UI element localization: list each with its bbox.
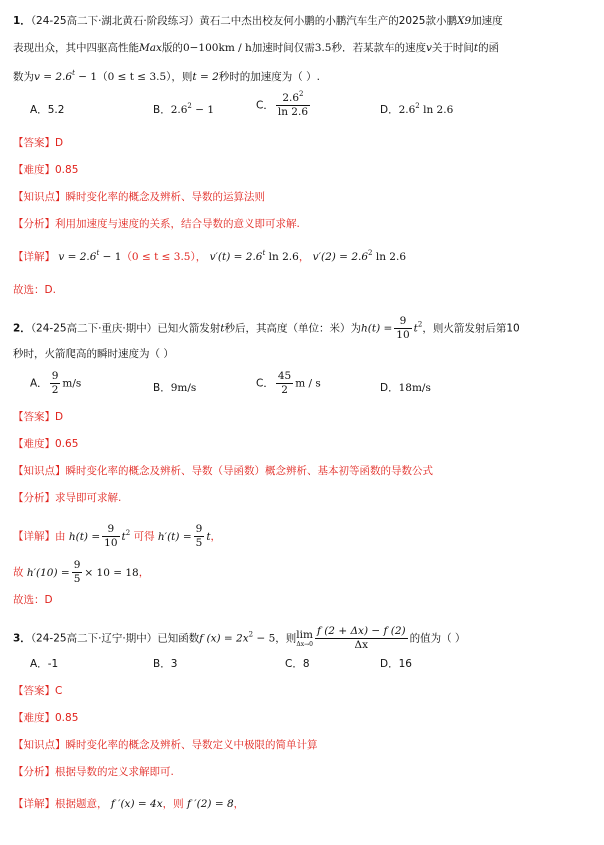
q1-number: 1． [13, 15, 31, 27]
option-value: 2.6 [398, 104, 416, 116]
option-value: 8 [302, 658, 310, 670]
detail-math [210, 251, 299, 263]
fraction-numerator: 9 [73, 559, 81, 571]
q1-max: Max [139, 42, 162, 54]
knowledge-tag: 【知识点】 [13, 465, 66, 477]
q3-option-c[interactable] [285, 657, 310, 671]
fraction-numerator: 45 [277, 370, 292, 382]
math-exp: 2 [125, 528, 131, 537]
q2-knowledge [13, 464, 433, 478]
option-value: 18m/s [398, 382, 431, 394]
q3-fraction [315, 625, 408, 652]
q2-h: h(t) = [360, 322, 393, 335]
fraction-numerator: 9 [394, 315, 411, 329]
q1-function-exp: t [72, 69, 75, 77]
option-label: A． [30, 377, 48, 390]
detail-text: ， [298, 251, 310, 263]
q1-tval: t = 2 [192, 71, 219, 83]
q1-detail [13, 250, 406, 264]
fraction-numerator: f (2 + Δx) − f (2) [316, 625, 406, 637]
q2-stem-line-2: 秒时，火箭爬高的瞬时速度为（ ） [13, 348, 174, 360]
q2-text: 已知火箭发射 [157, 322, 221, 335]
q2-option-b[interactable] [153, 381, 196, 395]
option-exp: 2 [415, 102, 420, 110]
math-exp: 2 [368, 249, 373, 257]
option-value: 3 [170, 658, 178, 670]
analysis-value: 求导即可求解. [55, 492, 122, 504]
option-unit: m / s [295, 377, 321, 390]
fraction-denominator: 10 [104, 537, 118, 549]
option-exp: 2 [187, 102, 192, 110]
q1-stem-line-3 [13, 70, 320, 84]
detail-text: ， [138, 566, 150, 579]
detail-text: ， [233, 798, 245, 810]
option-label: A． [30, 104, 48, 116]
difficulty-value: 0.85 [55, 164, 79, 176]
answer-tag: 【答案】 [13, 137, 55, 149]
fraction-denominator: Δx [354, 639, 369, 651]
q3-option-d[interactable] [380, 657, 412, 671]
answer-tag: 【答案】 [13, 685, 55, 697]
q2-t: t [413, 322, 418, 335]
q1-source: （24-25高二下·湖北黄石·阶段练习） [30, 15, 200, 27]
q3-difficulty [13, 711, 78, 725]
option-label: C． [285, 658, 303, 670]
q1-domain: （0 ≤ t ≤ 3.5） [97, 71, 172, 83]
q1-text: 版的 [161, 42, 183, 54]
q1-option-d[interactable] [380, 103, 453, 117]
q1-text: ，则 [171, 71, 193, 83]
q1-text: 黄石二中杰出校友何小鹏的小鹏汽车生产的 [199, 15, 399, 27]
option-value: -1 [47, 658, 59, 670]
option-value: 2.6 [170, 104, 188, 116]
q1-difficulty [13, 163, 78, 177]
q1-text: 的函 [478, 42, 500, 54]
q1-year: 2025 [398, 15, 426, 27]
q1-analysis [13, 217, 300, 231]
knowledge-tag: 【知识点】 [13, 739, 66, 751]
option-label: D． [380, 658, 399, 670]
math: h′(t) = [157, 530, 192, 543]
difficulty-tag: 【难度】 [13, 164, 55, 176]
q1-text: 表现出众，其中四驱高性能 [13, 42, 139, 54]
option-value: 9m/s [170, 382, 197, 394]
detail-math [313, 251, 406, 263]
math: ln 2.6 [265, 251, 299, 263]
option-label: C． [256, 377, 274, 390]
q1-answer [13, 136, 63, 150]
math: v = 2.6 [58, 251, 97, 263]
detail-text: 可得 [133, 530, 155, 543]
option-value: 5.2 [47, 104, 65, 116]
q1-range: 0−100km / h [182, 42, 252, 54]
option-label: B． [153, 658, 171, 670]
detail-text: 由 [55, 530, 66, 543]
math: t [121, 530, 126, 543]
q1-knowledge [13, 190, 265, 204]
q2-choose: 故选：D [13, 594, 53, 606]
q1-text: 加速度 [471, 15, 503, 27]
q1-option-c[interactable] [256, 92, 312, 119]
detail-text: ， [210, 530, 222, 543]
option-tail: ln 2.6 [419, 104, 454, 116]
q2-text: ，则火箭发射后第 [422, 322, 507, 335]
math-exp: t [262, 249, 266, 257]
math: t [206, 530, 211, 543]
detail-text: 故 [13, 566, 24, 579]
q1-option-a[interactable] [30, 103, 64, 117]
analysis-tag: 【分析】 [13, 766, 55, 778]
math: v′(t) = 2.6 [209, 251, 263, 263]
option-label: B． [153, 382, 171, 394]
detail-math [68, 523, 131, 549]
q2-number: 2． [13, 322, 31, 335]
detail-math: f ′(2) = 8 [187, 798, 234, 810]
q1-text: 秒时的加速度为（ ）. [218, 71, 320, 83]
difficulty-value: 0.65 [55, 438, 79, 450]
math-fraction [102, 523, 119, 550]
q1-text: 秒．若某款车的速度 [331, 42, 426, 54]
option-label: C． [256, 99, 274, 112]
answer-tag: 【答案】 [13, 411, 55, 423]
knowledge-value: 瞬时变化率的概念及辨析、导数的运算法则 [65, 191, 265, 203]
difficulty-tag: 【难度】 [13, 438, 55, 450]
q2-difficulty [13, 437, 78, 451]
analysis-tag: 【分析】 [13, 218, 55, 230]
q1-model: X9 [456, 15, 472, 27]
q2-option-c[interactable] [256, 370, 321, 397]
detail-tag: 【详解】 [13, 530, 55, 543]
option-unit: m/s [62, 377, 82, 390]
option-tail: − 1 [191, 104, 215, 116]
math-fraction [194, 523, 205, 550]
knowledge-value: 瞬时变化率的概念及辨析、导数定义中极限的简单计算 [65, 739, 318, 751]
q1-text: 关于时间 [431, 42, 474, 54]
q1-function: v = 2.6 [34, 71, 73, 83]
option-fraction [276, 92, 310, 119]
q2-ten: 10 [506, 322, 520, 335]
q1-stem-line-2 [13, 41, 499, 55]
q3-function: f (x) = 2x [199, 632, 249, 645]
detail-tag: 【详解】 [13, 798, 55, 810]
q2-option-d[interactable] [380, 381, 431, 395]
fraction-denominator: 5 [73, 573, 81, 585]
math-exp: t [96, 249, 100, 257]
q1-text: 款小鹏 [425, 15, 457, 27]
q2-option-a[interactable] [30, 370, 81, 397]
q3-text: ，则 [275, 632, 297, 645]
answer-value: D [55, 411, 64, 423]
answer-value: D [55, 137, 64, 149]
fraction-denominator: 10 [396, 329, 410, 341]
fraction-numerator: 9 [51, 370, 59, 382]
q3-number: 3． [13, 632, 31, 645]
q2-fraction [394, 315, 411, 342]
q2-detail-line-2 [13, 559, 149, 586]
q3-source: （24-25高二下·辽宁·期中） [30, 632, 158, 645]
detail-math [26, 559, 139, 585]
q2-source: （24-25高二下·重庆·期中） [30, 322, 158, 335]
fraction-denominator: ln 2.6 [277, 106, 309, 118]
answer-value: C [55, 685, 63, 697]
detail-tag: 【详解】 [13, 251, 55, 263]
detail-math: f ′(x) = 4x [110, 798, 163, 810]
q3-knowledge [13, 738, 318, 752]
q1-text: 加速时间仅需 [251, 42, 315, 54]
math: − 1 [99, 251, 122, 263]
q3-detail [13, 797, 244, 811]
q1-stem-line-1 [13, 14, 503, 28]
fraction-numerator: 9 [102, 523, 119, 537]
option-label: B． [153, 104, 171, 116]
math: h′(10) = [26, 566, 70, 579]
option-fraction [50, 370, 61, 397]
q2-detail [13, 523, 221, 550]
option-label: A． [30, 658, 48, 670]
q3-analysis [13, 765, 174, 779]
limit-sub: Δx→0 [296, 640, 313, 648]
math: v′(2) = 2.6 [312, 251, 369, 263]
q1-secs: 3.5 [314, 42, 332, 54]
option-value: 16 [398, 658, 412, 670]
math: ln 2.6 [372, 251, 406, 263]
analysis-tag: 【分析】 [13, 492, 55, 504]
q2-t-exp: 2 [417, 320, 423, 329]
fraction-numerator: 9 [195, 523, 203, 535]
detail-text: ，则 [162, 798, 184, 810]
option-label: D． [380, 382, 399, 394]
analysis-value: 根据导数的定义求解即可. [55, 766, 174, 778]
q3-text: 的值为（ ） [409, 632, 466, 645]
q1-option-b[interactable] [153, 103, 214, 117]
q3-function-exp: 2 [248, 630, 254, 639]
option-fraction [276, 370, 293, 397]
q3-function-tail: − 5 [253, 632, 276, 645]
q1-var-v: v [425, 42, 432, 54]
fraction-denominator: 2 [51, 384, 59, 396]
math-fraction [72, 559, 83, 586]
q1-function-tail: − 1 [74, 71, 98, 83]
q2-stem-line-1 [13, 315, 520, 342]
fraction-denominator: 2 [281, 384, 288, 396]
detail-math [157, 523, 211, 549]
analysis-value: 利用加速度与速度的关系，结合导数的意义即可求解. [55, 218, 300, 230]
difficulty-tag: 【难度】 [13, 712, 55, 724]
q2-var-t: t [220, 322, 225, 335]
knowledge-tag: 【知识点】 [13, 191, 66, 203]
q1-choose: 故选：D. [13, 284, 56, 296]
limit-word: lim [296, 628, 313, 641]
detail-text: 根据题意， [55, 798, 108, 810]
fraction-denominator: 5 [195, 537, 203, 549]
q3-text: 已知函数 [157, 632, 200, 645]
q3-option-b[interactable] [153, 657, 177, 671]
detail-text: （0 ≤ t ≤ 3.5）， [121, 251, 207, 263]
q2-text: 秒后，其高度（单位：米）为 [224, 322, 361, 335]
q2-answer [13, 410, 63, 424]
q3-stem-line-1 [13, 625, 465, 652]
math: × 10 = 18 [84, 566, 139, 579]
q1-var-t: t [473, 42, 479, 54]
math: h(t) = [68, 530, 101, 543]
knowledge-value: 瞬时变化率的概念及辨析、导数（导函数）概念辨析、基本初等函数的导数公式 [65, 465, 433, 477]
q3-option-a[interactable] [30, 657, 58, 671]
detail-math [58, 251, 121, 263]
fraction-exp: 2 [299, 90, 304, 98]
difficulty-value: 0.85 [55, 712, 79, 724]
q2-analysis [13, 491, 121, 505]
option-label: D． [380, 104, 399, 116]
fraction-numerator: 2.6 [282, 92, 300, 104]
q1-text: 数为 [13, 71, 34, 83]
q3-limit [296, 630, 313, 648]
q3-answer [13, 684, 62, 698]
